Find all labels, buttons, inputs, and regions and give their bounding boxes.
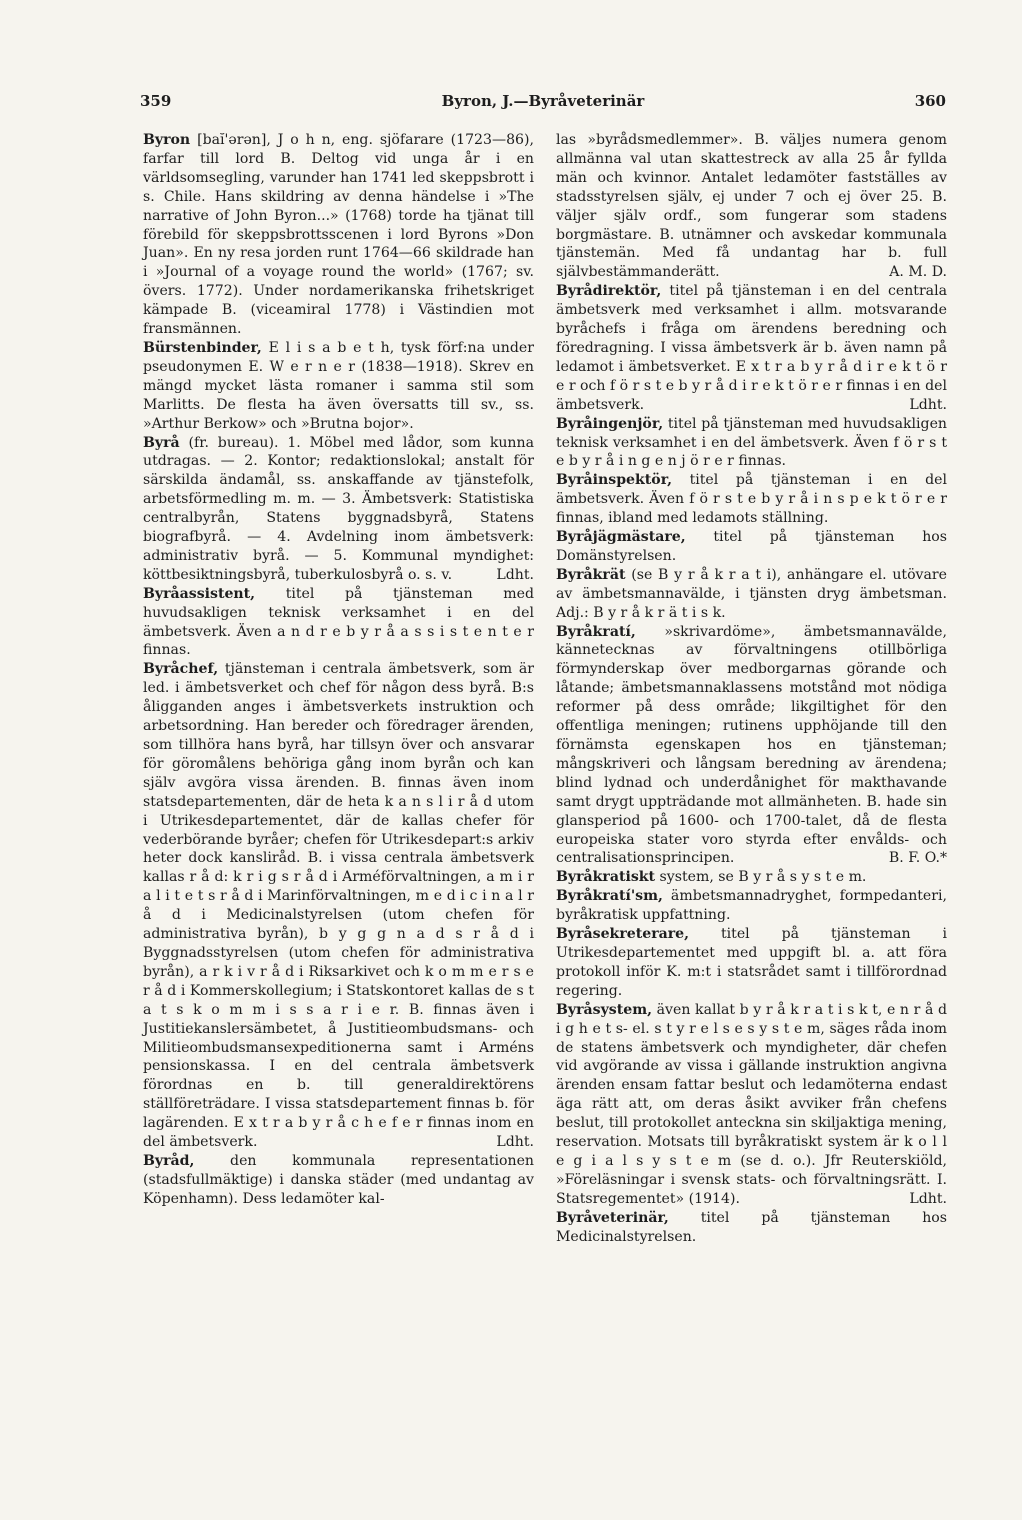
entry-text: E l i s a b e t h, tysk förf:na under pseudonymen E. W e r n e r (1838—1918). Skrev en mängd mycket lästa romaner i samma stil som Marlitts. De flesta ha även översatts till sv., ss. »Arthur Berkow» och »Brutna bojor». [143,339,534,432]
entry-text: den kommunala representationen (stadsfullmäktige) i danska städer (med undantag av Köpenhamn). Dess ledamöter kal- [143,1152,534,1207]
entry-text: »skrivardöme», ämbetsmannavälde, kännetecknas av förvaltningens otillbörliga förmynderskap över medborgarnas görande och låtande; ämbetsmannaklassens motstånd mot nödiga reformer på dess område; likgiltighet för den offentliga meningen; rutinens upphöjande till den förnämsta egenskapen hos en tjänsteman; mångskriveri och långsam beredning av ärendena; blind lydnad och underdånighet för makthavande samt drygt uppträdande mot allmänheten. B. hade sin glansperiod på 1600- och 1700-talet, då de flesta europeiska stater voro styrda efter envålds- och centralisationsprincipen. [556,623,947,867]
dictionary-entry [556,282,947,414]
entry-headword: Byråkrät [556,566,626,583]
dictionary-entry [556,415,947,472]
entry-headword: Byråd, [143,1152,195,1169]
dictionary-entry [143,585,534,661]
entry-headword: Byråchef, [143,661,219,678]
running-header [140,92,946,116]
dictionary-entry [143,434,534,585]
right-column [556,131,947,1246]
dictionary-entry [143,131,534,339]
dictionary-entry [556,1209,947,1247]
entry-headword: Byråinspektör, [556,472,672,489]
dictionary-entry [556,528,947,566]
entry-text: titel på tjänsteman med huvudsakligen teknisk verksamhet i en del ämbetsverk. Även a n d r e b y r å a s s i s t e n t e r finnas. [143,585,534,659]
entry-text: titel på tjänsteman i Utrikesdepartementet med uppgift bl. a. att föra protokoll inför K. m:t i statsrådet samt i tillförordnad regering. [556,926,947,999]
entry-headword: Bürstenbinder, [143,339,262,356]
entry-headword: Byråveterinär, [556,1209,669,1226]
page-number-left: 359 [140,92,172,110]
dictionary-entry [143,660,534,1152]
dictionary-entry [556,471,947,528]
entry-text: ämbetsmannadryghet, formpedanteri, byråkratisk uppfattning. [556,888,947,924]
entry-text: titel på tjänsteman med huvudsakligen teknisk verksamhet i en del ämbetsverk. Även f ö r s t e b y r å i n g e n j ö r e r finnas. [556,415,947,470]
dictionary-entry [556,566,947,623]
dictionary-entry [143,339,534,434]
entry-signature: A. M. D. [889,264,947,281]
entry-text: även kallat b y r å k r a t i s k t, e n r å d i g h e t s- el. s t y r e l s e s y s t e m, säges råda inom de statens ämbetsverk och myndigheter, där chefen vid avgörande av vissa i gällande instruktion angivna ärenden ensam fattar beslut och ledamöterna endast äga rätt att, om deras åsikt avviker från chefens beslut, till protokollet anteckna sin skiljaktiga mening, reservation. Motsats till byråkratiskt system är k o l l e g i a l s y s t e m (se d. o.). Jfr Reuterskiöld, »Föreläsningar i svensk stats- och förvaltningsrätt. I. Statsregementet» (1914). [556,1001,947,1207]
entry-text: titel på tjänsteman i en del ämbetsverk. Även f ö r s t e b y r å i n s p e k t ö r e r finnas, ibland med ledamots ställning. [556,472,947,527]
entry-signature: B. F. O.* [888,850,947,867]
dictionary-entry [556,623,947,869]
entry-text: (fr. bureau). 1. Möbel med lådor, som kunna utdragas. — 2. Kontor; redaktionslokal; anstalt för särskilda ändamål, ss. anskaffande av tjänstefolk, arbetsförmedling m. m. — 3. Ämbetsverk: Statistiska centralbyrån, Statens byggnadsbyrå, Statens biografbyrå. — 4. Avdelning inom ämbetsverk: administrativ byrå. — 5. Kommunal myndighet: köttbesiktningsbyrå, tuberkulosbyrå o. s. v. [143,434,534,583]
dictionary-entry [143,1152,534,1209]
entry-signature: Ldht. [496,1134,534,1151]
dictionary-entry [556,887,947,925]
entry-headword: Byrådirektör, [556,283,662,300]
entry-text: tjänsteman i centrala ämbetsverk, som är led. i ämbetsverket och chef för någon dess byrå. B:s åligganden anges i ämbetsverkets instruktion och arbetsordning. Han bereder och föredrager ärenden, som tillhöra hans byrå, har tillsyn över och ansvarar för göromålens behöriga gång inom byrån och kan själv avgöra vissa ärenden. B. finnas även inom statsdepartementen, där de heta k a n s l i r å d utom i Utrikesdepartementet, där de kallas chefer för vederbörande byråer; chefen för Utrikesdepart:s arkiv heter dock kanslіråd. B. i vissa centrala ämbetsverk kallas r å d: k r i g s r å d i Arméförvaltningen, a m i r a l i t e t s r å d i Marinförvaltningen, m e d i c i n a l r å d i Medicinalstyrelsen (utom chefen för administrativa byrån), b y g g n a d s r å d i Byggnadsstyrelsen (utom chefen för administrativa byrån), a r k i v r å d i Riksarkivet och k o m m e r s e r å d i Kommerskollegium; i Statskontoret kallas de s t a t s k o m m i s s a r i e r. B. finnas även i Justitiekanslersämbetet, å Justitieombudsmans- och Militieombudsmansexpeditionerna samt i Arméns pensionskassa. I en del centrala ämbetsverk förordnas en b. till generaldirektörens ställföreträdare. I vissa statsdepartement finnas b. för lagärenden. E x t r a b y r å c h e f e r finnas inom en del ämbetsverk. [143,661,534,1151]
entry-signature: Ldht. [909,1190,947,1207]
entry-text: titel på tjänsteman hos Domänstyrelsen. [556,529,947,564]
entry-text: (se B y r å k r a t i), anhängare el. utövare av ämbetsmannavälde, i tjänsten dryg ämbetsman. Adj.: B y r å k r ä t i s k. [556,566,947,621]
page-number-right: 360 [914,92,946,110]
dictionary-entry [556,925,947,1001]
entry-headword: Byråkratiskt [556,869,656,886]
entry-headword: Byråkratí'sm, [556,888,663,905]
left-column [143,131,534,1209]
entry-signature: Ldht. [909,396,947,413]
dictionary-entry [556,868,947,887]
entry-headword: Byron [143,132,191,148]
dictionary-entry [556,1001,947,1209]
entry-headword: Byråkratí, [556,623,636,640]
entry-headword: Byråassistent, [143,585,256,602]
entry-headword: Byråsekreterare, [556,926,690,943]
entry-text: titel på tjänsteman i en del centrala ämbetsverk med verksamhet i allm. motsvarande byråchefs i fråga om ärendens beredning och föredragning. I vissa ämbetsverk är b. även namn på ledamot i ämbetsverket. E x t r a b y r å d i r e k t ö r e r och f ö r s t e b y r å d i r e k t ö r e r finnas i en del ämbetsverk. [556,283,947,413]
entry-headword: Byråingenjör, [556,415,664,432]
entry-headword: Byrå [143,434,180,451]
dictionary-entry [556,131,947,282]
entry-text: las »byrådsmedlemmer». B. väljes numera genom allmänna val utan skattestreck av alla 25 år fyllda män och kvinnor. Antalet ledamöter fastställes av stadsstyrelsen själv, ej under 7 och ej över 25. B. väljer själv ordf., som fungerar som stadens borgmästare. B. utnämner och avskedar kommunala tjänstemän. Med få undantag har b. full självbestämmanderätt. [556,132,947,281]
entry-text: [baĭ'ərən], J o h n, eng. sjöfarare (1723—86), farfar till lord B. Deltog vid unga år i en världsomsegling, varunder han 1741 led skeppsbrott i s. Chile. Hans skildring av denna händelse i »The narrative of John Byron...» (1768) torde ha tjänat till förebild för skeppsbrottsscenen i lord Byrons »Don Juan». En ny resa jorden runt 1764—66 skildrade han i »Journal of a voyage round the world» (1767; sv. övers. 1772). Under nordamerikanska frihetskriget kämpade B. (viceamiral 1778) i Västindien mot fransmännen. [143,132,534,338]
entry-headword: Byråsystem, [556,1001,653,1018]
entry-text: titel på tjänsteman hos Medicinalstyrelsen. [556,1209,947,1245]
entry-headword: Byråjägmästare, [556,529,686,546]
header-title: Byron, J.—Byråveterinär [441,92,645,110]
entry-text: system, se B y r å s y s t e m. [655,869,867,886]
entry-signature: Ldht. [496,566,534,583]
